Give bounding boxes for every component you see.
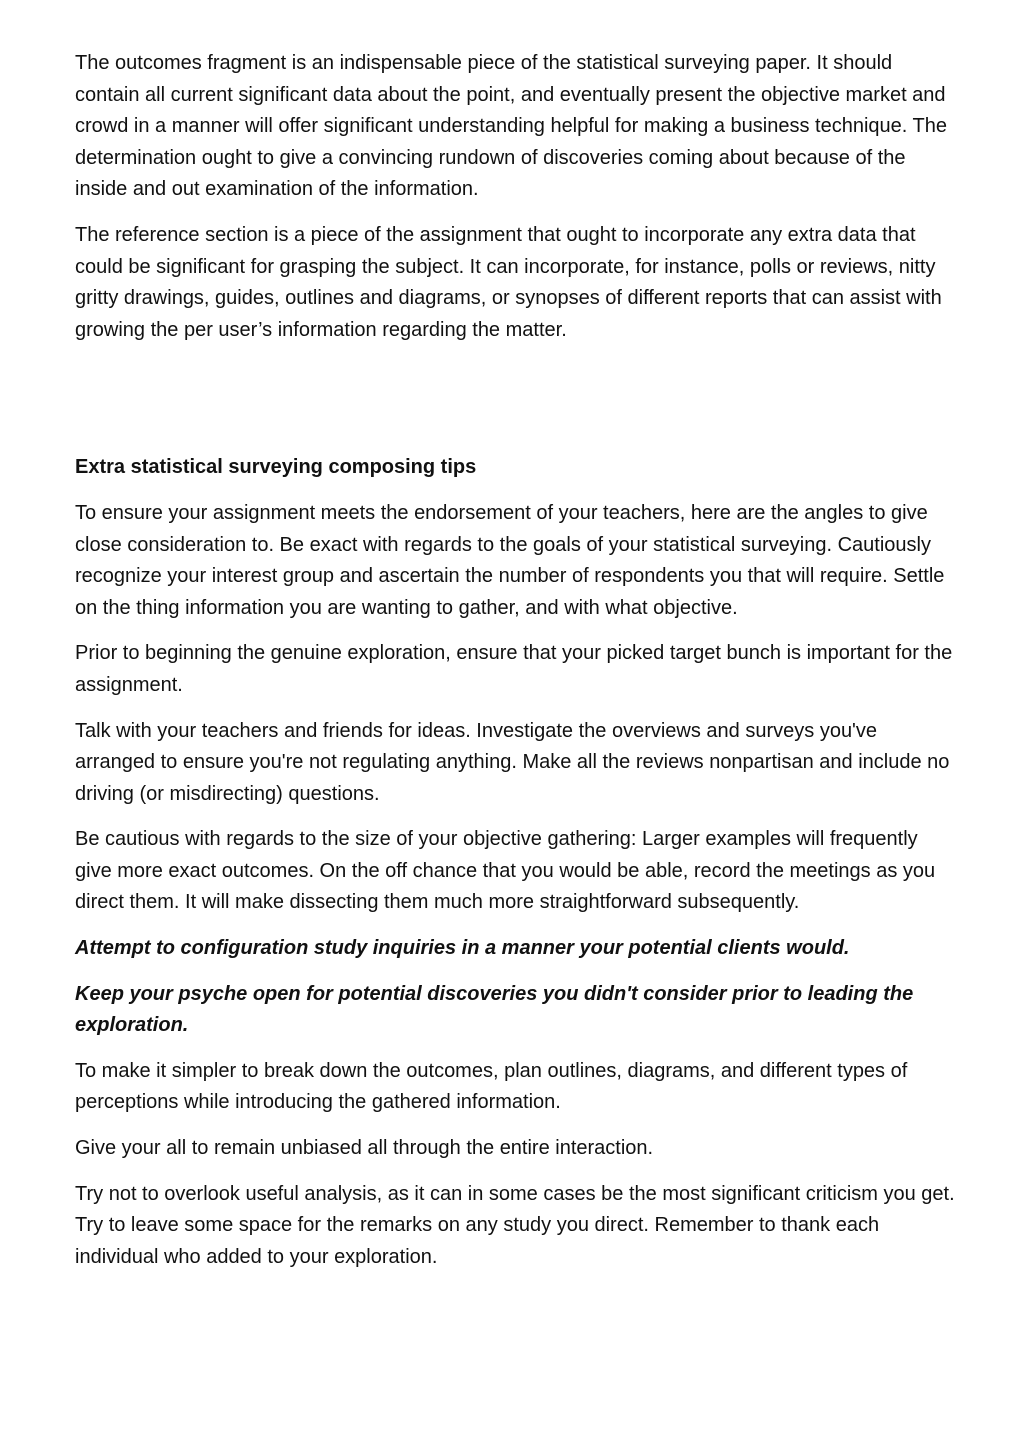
tip-paragraph-goals: To ensure your assignment meets the endorsement of your teachers, here are the angles to give close consideration to. Be exact with regards to the goals of your statistical surveying. Cautiously recognize your interest group and ascertain the number of respondents you that will require. Settle on the thing information you are wanting to gather, and with what objective. [75, 501, 945, 619]
tip-paragraph-feedback: Try not to overlook useful analysis, as it can in some cases be the most significant criticism you get. Try to leave some space for the remarks on any study you direct. Remember to thank each individual who added to your exploration. [75, 1182, 955, 1268]
emphasis-paragraph-open-mind: Keep your psyche open for potential discoveries you didn't consider prior to leading the exploration. [75, 982, 914, 1037]
emphasis-paragraph-design: Attempt to configuration study inquiries in a manner your potential clients would. [75, 937, 850, 960]
tip-paragraph-ideas: Talk with your teachers and friends for ideas. Investigate the overviews and surveys you've arranged to ensure you're not regulating anything. Make all the reviews nonpartisan and include no driving (or misdirecting) questions. [75, 719, 950, 805]
tip-paragraph-sample-size: Be cautious with regards to the size of your objective gathering: Larger examples will frequently give more exact outcomes. On the off chance that you would be able, record the meetings as you direct them. It will make dissecting them much more straightforward subsequently. [75, 828, 936, 914]
document-page [75, 48, 955, 1287]
tip-paragraph-visuals: To make it simpler to break down the outcomes, plan outlines, diagrams, and different types of perceptions while introducing the gathered information. [75, 1059, 908, 1114]
section-heading: Extra statistical surveying composing tips [75, 456, 477, 479]
tip-paragraph-target-group: Prior to beginning the genuine exploration, ensure that your picked target bunch is important for the assignment. [75, 642, 953, 696]
section-spacer [75, 360, 955, 452]
appendix-section-paragraph: The reference section is a piece of the assignment that ought to incorporate any extra data that could be significant for grasping the subject. It can incorporate, for instance, polls or reviews, nitty gritty drawings, guides, outlines and diagrams, or synopses of different reports that can assist with growing the per user’s information regarding the matter. [75, 223, 942, 341]
tip-paragraph-unbiased: Give your all to remain unbiased all through the entire interaction. [75, 1137, 654, 1160]
results-section-paragraph: The outcomes fragment is an indispensable piece of the statistical surveying paper. It should contain all current significant data about the point, and eventually present the objective market and crowd in a manner will offer significant understanding helpful for making a business technique. The determination ought to give a convincing rundown of discoveries coming about because of the inside and out examination of the information. [75, 52, 947, 201]
